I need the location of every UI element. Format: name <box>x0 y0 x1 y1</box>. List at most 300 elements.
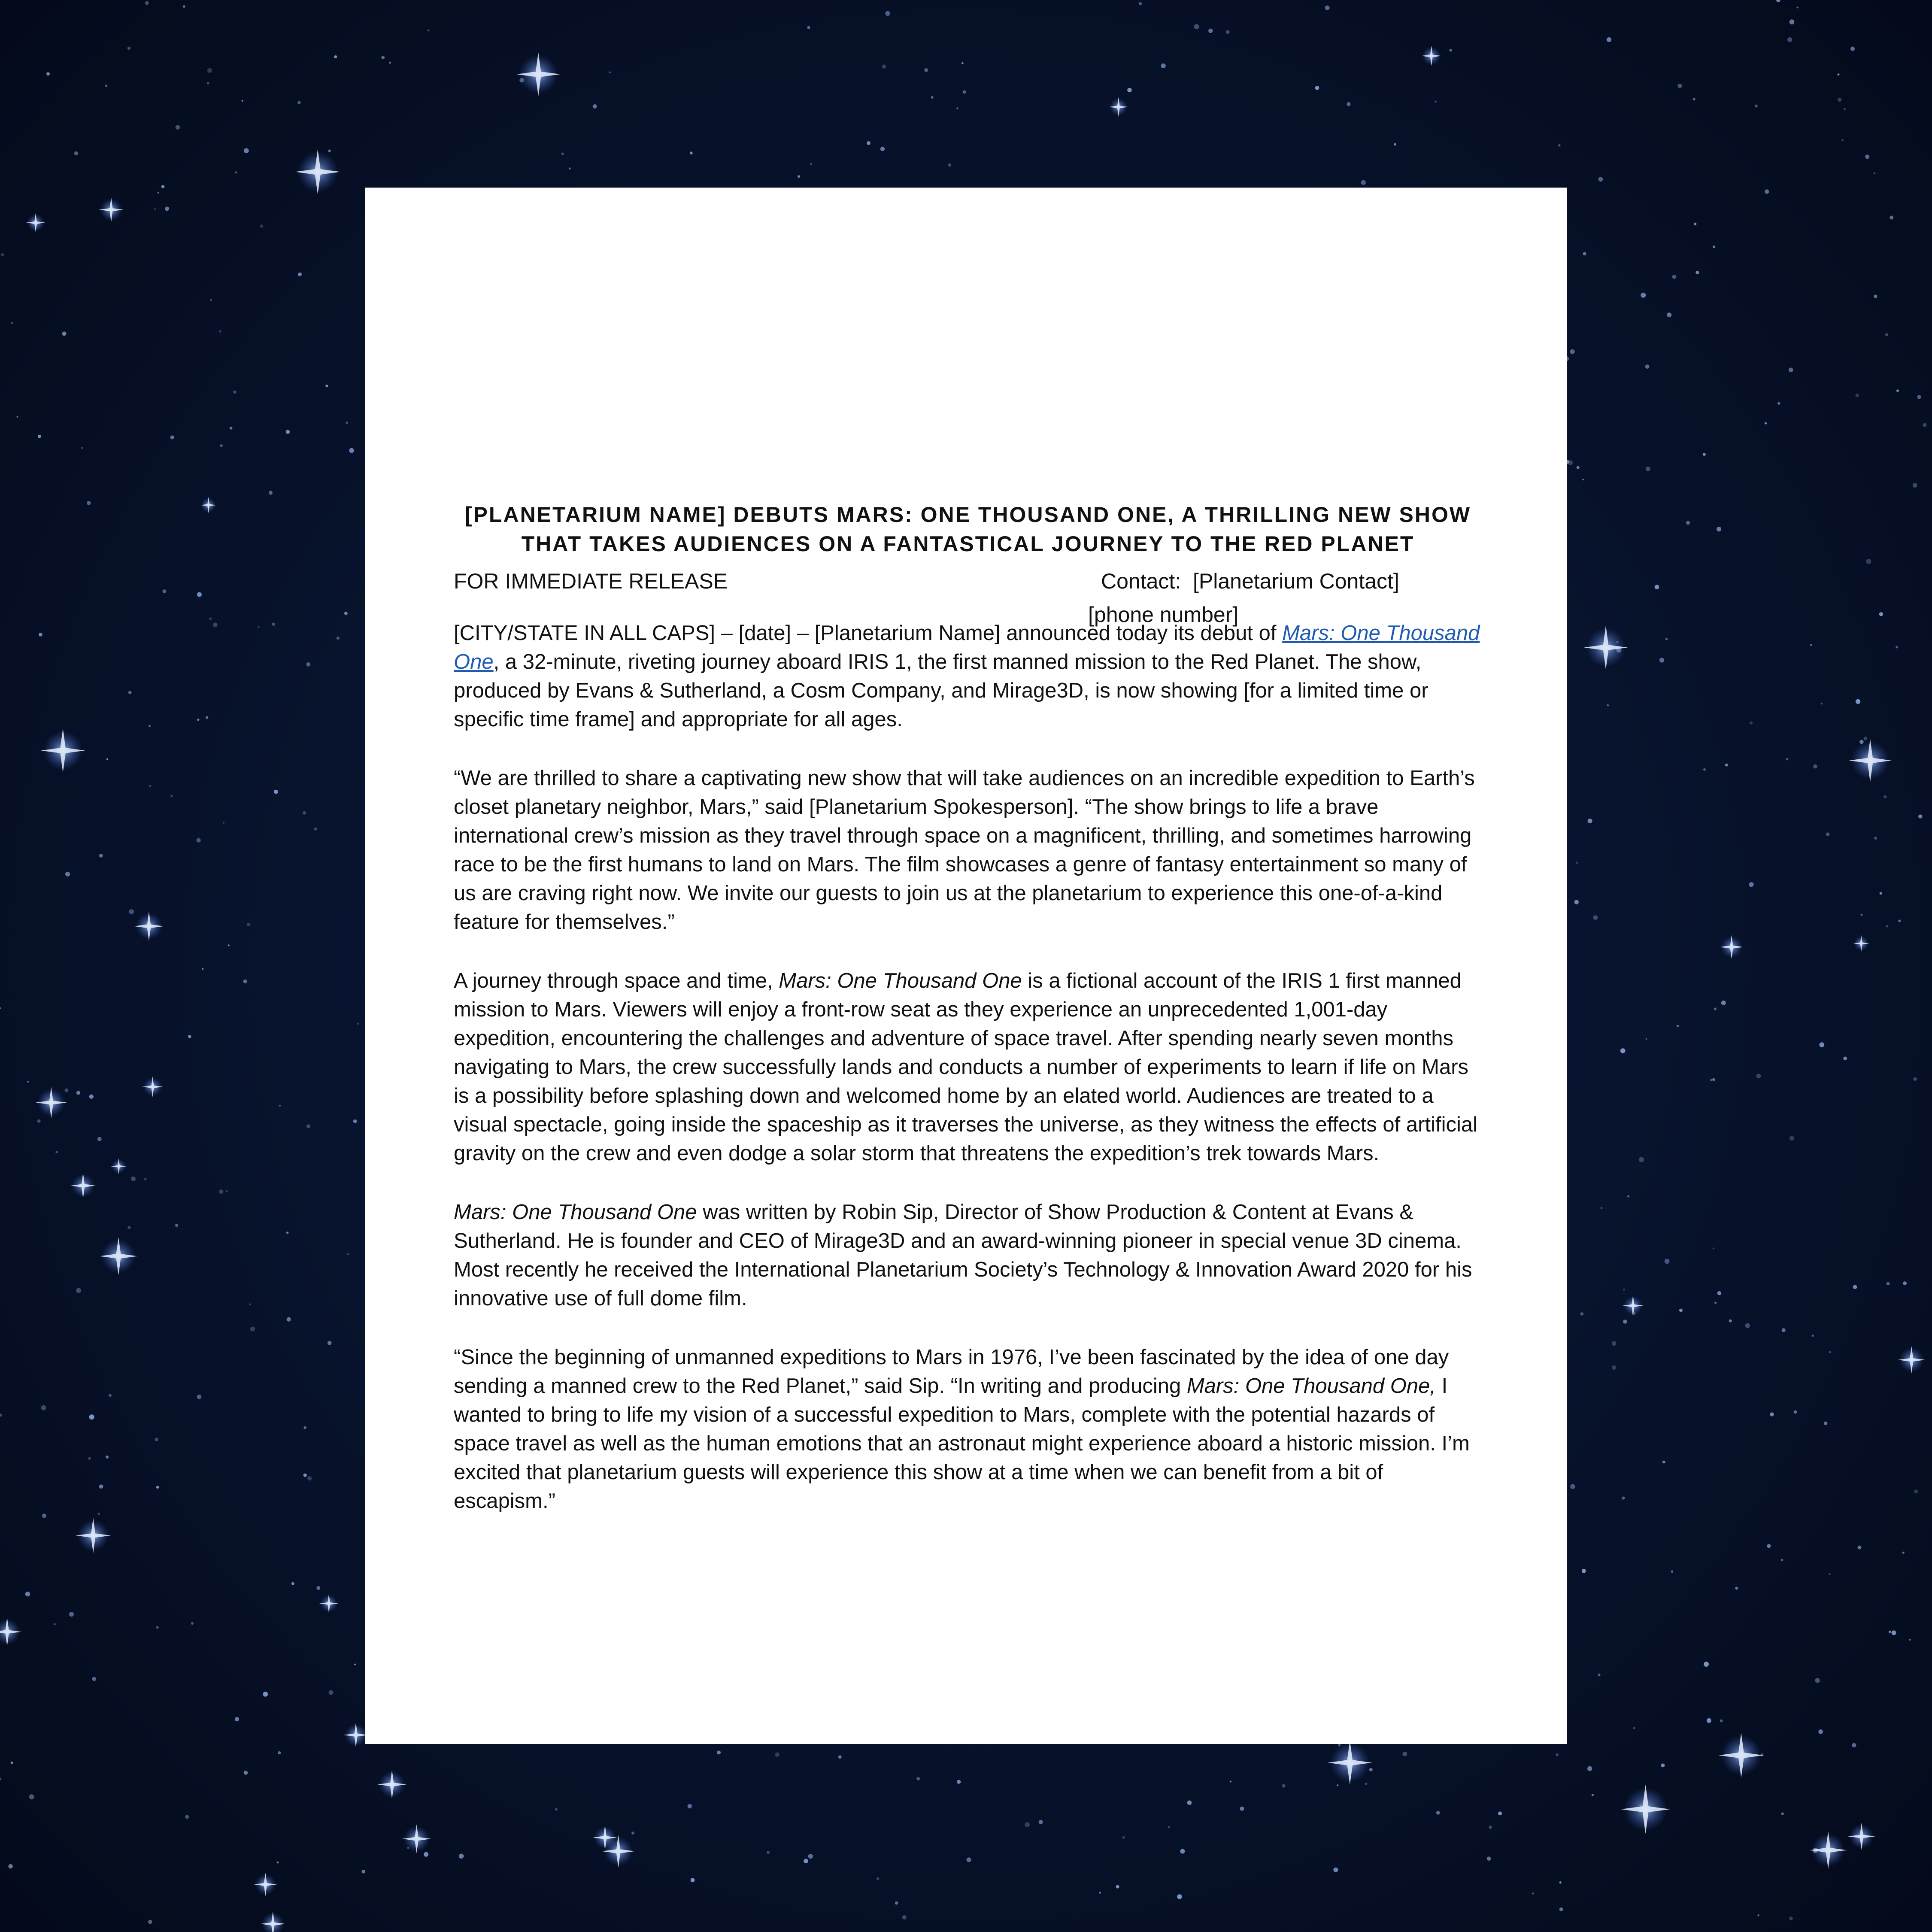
star-dot <box>328 1341 332 1345</box>
sparkle-star <box>1621 1785 1670 1834</box>
star-dot <box>306 1124 310 1128</box>
contact-line <box>1101 564 1399 598</box>
star-dot <box>191 1622 194 1625</box>
star-dot <box>175 1224 178 1227</box>
star-dot <box>156 1486 159 1489</box>
sparkle-star <box>319 1594 339 1613</box>
sparkle-star <box>134 911 164 941</box>
description-rest: is a fictional account of the IRIS 1 first manned mission to Mars. Viewers will enjoy a front-row seat as they experience an unprecedented 1,001-day expedition, encountering the challenges and adventure of space travel. After spending nearly seven months navigating to Mars, the crew successfully lands and conducts a number of experiments to learn if life on Mars is a possibility before splashing down and welcomed home by an elated world. Audiences are treated to a visual spectacle, going inside the spaceship as it traverses the universe, as they witness the effects of artificial gravity on the crew and even dodge a solar storm that threatens the expedition’s trek towards Mars. <box>454 969 1477 1165</box>
star-dot <box>1896 646 1898 648</box>
star-dot <box>1672 275 1677 279</box>
star-dot <box>1714 1302 1717 1304</box>
star-dot <box>1598 1674 1600 1676</box>
star-dot <box>967 1857 971 1862</box>
star-dot <box>1856 699 1860 704</box>
star-dot <box>303 811 306 815</box>
star-dot <box>808 1854 813 1859</box>
star-dot <box>148 1920 152 1924</box>
star-dot <box>1725 764 1728 767</box>
star-dot <box>1896 389 1899 392</box>
star-dot <box>76 1091 80 1095</box>
star-dot <box>106 758 108 760</box>
star-dot <box>42 1513 46 1518</box>
star-dot <box>1813 764 1817 769</box>
announcement-intro: [CITY/STATE IN ALL CAPS] – [date] – [Planetarium Name] announced today its debut of <box>454 622 1283 645</box>
star-dot <box>389 61 391 64</box>
star-dot <box>1325 6 1330 10</box>
sparkle-star <box>111 1158 127 1174</box>
star-dot <box>775 1753 779 1757</box>
star-dot <box>1337 1784 1338 1786</box>
star-dot <box>1402 1752 1407 1756</box>
star-dot <box>1577 466 1580 469</box>
star-dot <box>1667 312 1671 317</box>
star-dot <box>931 96 934 99</box>
star-dot <box>156 1626 158 1629</box>
star-dot <box>279 1105 281 1107</box>
sparkle-star <box>1849 739 1892 782</box>
star-dot <box>1861 914 1863 916</box>
star-dot <box>1333 1868 1338 1872</box>
star-dot <box>1230 1780 1231 1782</box>
star-dot <box>1710 1079 1712 1081</box>
star-dot <box>357 1023 359 1025</box>
star-dot <box>183 5 185 8</box>
star-dot <box>325 385 328 387</box>
star-dot <box>0 1777 1 1780</box>
star-dot <box>55 1151 58 1153</box>
sparkle-star <box>1109 97 1128 117</box>
star-dot <box>1558 144 1561 147</box>
sparkle-star <box>1623 1295 1644 1316</box>
paragraph-author-quote <box>454 1343 1489 1516</box>
contact-label: Contact: <box>1101 569 1181 593</box>
star-dot <box>202 968 203 970</box>
star-dot <box>25 1592 30 1596</box>
sparkle-star <box>1848 1823 1875 1850</box>
star-dot <box>287 1317 291 1322</box>
star-dot <box>69 1612 74 1617</box>
star-dot <box>89 1414 94 1419</box>
star-dot <box>1714 1007 1717 1010</box>
star-dot <box>1582 479 1584 480</box>
star-dot <box>804 1859 808 1863</box>
star-dot <box>176 125 180 130</box>
star-dot <box>1556 1753 1559 1756</box>
star-dot <box>1755 105 1758 108</box>
star-dot <box>235 171 237 173</box>
headline <box>454 500 1482 558</box>
star-dot <box>609 71 611 73</box>
star-dot <box>1583 252 1586 255</box>
star-dot <box>424 1852 428 1857</box>
star-dot <box>46 72 50 76</box>
star-dot <box>97 1513 100 1515</box>
star-dot <box>207 68 212 73</box>
sparkle-star <box>70 1173 96 1198</box>
star-dot <box>916 1777 920 1780</box>
star-dot <box>1661 1763 1665 1767</box>
star-dot <box>1168 1826 1171 1829</box>
star-dot <box>154 208 156 210</box>
star-dot <box>1890 215 1893 219</box>
star-dot <box>1879 612 1883 616</box>
sparkle-star <box>1720 935 1744 959</box>
star-dot <box>37 1119 41 1123</box>
star-dot <box>329 1690 334 1695</box>
star-dot <box>16 416 18 418</box>
star-dot <box>1607 37 1611 42</box>
star-dot <box>1498 1811 1502 1815</box>
star-dot <box>1707 1718 1711 1723</box>
star-dot <box>74 152 78 155</box>
star-dot <box>1127 88 1132 93</box>
star-dot <box>1887 1282 1890 1286</box>
star-dot <box>1818 1729 1823 1734</box>
star-dot <box>555 1808 558 1811</box>
star-dot <box>349 448 354 453</box>
sparkle-star <box>26 213 45 232</box>
star-dot <box>89 1095 94 1099</box>
star-dot <box>353 1119 357 1123</box>
star-dot <box>1892 1630 1896 1635</box>
star-dot <box>956 107 958 109</box>
release-label: FOR IMMEDIATE RELEASE <box>454 569 728 593</box>
star-dot <box>1782 1328 1786 1332</box>
sparkle-star <box>99 197 124 222</box>
star-dot <box>346 422 348 424</box>
star-dot <box>1576 861 1578 864</box>
star-dot <box>1864 737 1867 740</box>
star-dot <box>1694 223 1696 225</box>
star-dot <box>1177 1894 1182 1899</box>
star-dot <box>767 1851 770 1854</box>
star-dot <box>885 11 890 16</box>
star-dot <box>1435 101 1437 103</box>
star-dot <box>1187 1800 1192 1805</box>
star-dot <box>228 944 230 946</box>
sparkle-star <box>402 1824 431 1853</box>
star-dot <box>1756 1074 1761 1079</box>
star-dot <box>1874 294 1877 298</box>
star-dot <box>92 1677 97 1681</box>
star-dot <box>1315 86 1319 90</box>
star-dot <box>880 147 885 151</box>
star-dot <box>1612 1365 1616 1370</box>
star-dot <box>1843 1056 1847 1060</box>
sparkle-star <box>254 1873 277 1896</box>
star-dot <box>185 1815 189 1819</box>
star-dot <box>233 391 236 394</box>
star-dot <box>1789 19 1795 24</box>
star-dot <box>1824 1422 1827 1425</box>
star-dot <box>62 331 67 336</box>
star-dot <box>1717 1291 1721 1295</box>
star-dot <box>690 152 693 155</box>
star-dot <box>1598 177 1603 182</box>
star-dot <box>105 85 107 87</box>
star-dot <box>1787 37 1792 42</box>
star-dot <box>1587 1766 1592 1771</box>
star-dot <box>249 1304 252 1306</box>
star-dot <box>1886 925 1889 928</box>
star-dot <box>242 100 243 102</box>
star-dot <box>1703 453 1706 456</box>
star-dot <box>798 175 800 178</box>
star-dot <box>1765 422 1767 425</box>
star-dot <box>1662 1461 1665 1464</box>
star-dot <box>1821 703 1823 704</box>
press-release-page <box>365 188 1567 1744</box>
star-dot <box>347 1253 349 1255</box>
star-dot <box>1574 900 1579 904</box>
star-dot <box>895 1902 898 1905</box>
star-dot <box>1122 1836 1125 1839</box>
star-dot <box>244 1771 248 1774</box>
star-dot <box>197 719 200 721</box>
star-dot <box>328 149 331 152</box>
star-dot <box>1180 1849 1185 1854</box>
star-dot <box>1765 189 1769 194</box>
star-dot <box>260 224 263 227</box>
star-dot <box>1712 1078 1715 1081</box>
star-dot <box>1865 155 1869 159</box>
star-dot <box>97 1137 102 1141</box>
star-dot <box>258 626 259 628</box>
sparkle-star <box>36 1087 67 1118</box>
star-dot <box>882 64 886 68</box>
show-title-link[interactable]: Mars: One Thousand One <box>454 622 1480 673</box>
star-dot <box>286 1231 288 1234</box>
star-dot <box>250 1327 255 1331</box>
star-dot <box>1713 1247 1714 1249</box>
star-dot <box>0 1413 2 1416</box>
description-show-title: Mars: One Thousand One <box>779 969 1022 992</box>
star-dot <box>306 662 311 667</box>
star-dot <box>1580 1312 1584 1316</box>
star-dot <box>337 637 340 640</box>
star-dot <box>230 427 233 430</box>
star-dot <box>235 1717 239 1721</box>
paragraph-spokesperson-quote: “We are thrilled to share a captivating new show that will take audiences on an incredible expedition to Earth’s closet planetary neighbor, Mars,” said [Planetarium Spokesperson]. “The show brings to life a brave international crew’s mission as they travel through space on a magnificent, thrilling, and sometimes harrowing race to be the first humans to land on Mars. The film showcases a genre of fantasy entertainment so many of us are craving right now. We invite our guests to join us at the planetarium to experience this one-of-a-kind feature for themselves.” <box>454 767 1475 934</box>
star-dot <box>428 30 430 32</box>
paragraph-author-bio <box>454 1198 1489 1313</box>
sparkle-star <box>1853 935 1869 952</box>
star-dot <box>307 1476 312 1480</box>
star-dot <box>54 1623 56 1625</box>
sparkle-star <box>1421 45 1442 66</box>
star-dot <box>1909 1639 1911 1641</box>
star-dot <box>631 1832 634 1835</box>
star-dot <box>1874 173 1875 174</box>
sparkle-star <box>142 1077 163 1098</box>
star-dot <box>561 152 564 155</box>
star-dot <box>961 62 964 64</box>
star-dot <box>1679 1309 1683 1312</box>
star-dot <box>691 1878 695 1882</box>
star-dot <box>11 1762 13 1764</box>
star-dot <box>1826 832 1830 836</box>
star-dot <box>1116 1885 1119 1889</box>
author-quote-rest: I wanted to bring to life my vision of a successful expedition to Mars, complete with the potential hazards of space travel as well as the human emotions that an astronaut might experience aboard a historic mission. I’m excited that planetarium guests will experience this show at a time when we can benefit from a bit of escapism.” <box>454 1374 1470 1513</box>
star-dot <box>161 185 164 188</box>
paragraph-announcement <box>454 619 1489 734</box>
star-dot <box>1898 919 1901 922</box>
star-dot <box>1713 246 1715 248</box>
star-dot <box>213 622 218 627</box>
star-dot <box>1226 30 1229 33</box>
sparkle-star <box>76 1518 111 1553</box>
star-dot <box>278 1751 281 1754</box>
star-dot <box>131 1177 136 1181</box>
star-dot <box>1776 0 1780 2</box>
star-dot <box>81 447 84 449</box>
star-dot <box>88 1457 91 1460</box>
star-dot <box>1815 1678 1820 1683</box>
star-dot <box>277 1862 279 1864</box>
star-dot <box>1704 1662 1709 1667</box>
star-dot <box>1570 1484 1575 1489</box>
star-dot <box>1794 1410 1797 1414</box>
star-dot <box>1639 1157 1644 1162</box>
sparkle-star <box>41 728 85 773</box>
star-dot <box>1240 1807 1244 1811</box>
star-dot <box>1646 1038 1647 1040</box>
star-dot <box>1394 143 1396 146</box>
star-dot <box>362 1870 366 1874</box>
star-dot <box>1194 24 1199 29</box>
sparkle-star <box>1584 625 1628 669</box>
star-dot <box>1923 423 1926 427</box>
star-dot <box>207 82 209 85</box>
star-dot <box>269 491 273 494</box>
star-dot <box>1677 84 1682 88</box>
star-dot <box>569 167 571 170</box>
bio-show-title: Mars: One Thousand One <box>454 1201 697 1224</box>
star-dot <box>263 1692 268 1697</box>
star-dot <box>1786 758 1789 761</box>
star-dot <box>1745 1323 1750 1328</box>
star-dot <box>1695 271 1699 274</box>
press-release-body <box>454 619 1489 1546</box>
star-dot <box>1365 1783 1368 1785</box>
star-dot <box>1812 1335 1814 1337</box>
star-dot <box>1852 1743 1856 1747</box>
star-dot <box>957 1780 961 1784</box>
star-dot <box>1665 1259 1670 1264</box>
star-dot <box>334 55 337 58</box>
star-dot <box>1099 1892 1101 1894</box>
sparkle-star <box>0 1617 21 1646</box>
bio-rest: was written by Robin Sip, Director of Show Production & Content at Evans & Sutherland. He is founder and CEO of Mirage3D and an award-winning pioneer in special venue 3D cinema. Most recently he received the International Planetarium Society’s Technology & Innovation Award 2020 for his innovative use of full dome film. <box>454 1201 1472 1310</box>
star-dot <box>344 612 348 615</box>
star-dot <box>206 716 208 719</box>
star-dot <box>1850 47 1855 51</box>
star-dot <box>1025 1822 1030 1827</box>
star-dot <box>1532 1893 1534 1895</box>
star-dot <box>1593 915 1598 920</box>
star-dot <box>1436 1811 1440 1815</box>
paragraph-show-description <box>454 967 1489 1168</box>
author-quote-show-title: Mars: One Thousand One, <box>1186 1374 1436 1398</box>
star-dot <box>1559 1881 1562 1883</box>
star-dot <box>127 47 130 50</box>
star-dot <box>1902 1552 1905 1554</box>
star-dot <box>316 1586 320 1590</box>
star-dot <box>157 192 159 194</box>
star-dot <box>219 1189 223 1194</box>
star-dot <box>1914 1489 1918 1493</box>
star-dot <box>291 1582 294 1585</box>
star-dot <box>1729 1319 1732 1322</box>
star-dot <box>1659 658 1664 662</box>
star-dot <box>298 273 302 276</box>
star-dot <box>1913 1077 1917 1081</box>
star-dot <box>717 1750 721 1754</box>
star-dot <box>1559 1908 1563 1911</box>
star-dot <box>902 1915 907 1920</box>
star-dot <box>1646 467 1650 471</box>
star-dot <box>76 1288 81 1293</box>
star-dot <box>1767 1544 1771 1548</box>
star-dot <box>1917 395 1921 399</box>
star-dot <box>38 435 41 438</box>
star-dot <box>1856 394 1859 397</box>
star-dot <box>1758 1914 1759 1916</box>
sparkle-star <box>1328 1741 1372 1785</box>
star-dot <box>8 1864 12 1868</box>
star-dot <box>210 299 212 301</box>
star-dot <box>11 322 13 324</box>
star-dot <box>1161 64 1166 68</box>
star-dot <box>1039 1820 1043 1824</box>
star-dot <box>354 1664 356 1665</box>
star-dot <box>1777 402 1780 405</box>
star-dot <box>188 1035 191 1038</box>
star-dot <box>1781 1559 1783 1561</box>
star-dot <box>1208 29 1213 33</box>
sparkle-star <box>1810 1832 1847 1869</box>
star-dot <box>170 435 174 439</box>
star-dot <box>1612 1341 1617 1346</box>
star-dot <box>807 26 810 29</box>
star-dot <box>243 980 247 983</box>
star-dot <box>297 101 301 104</box>
star-dot <box>99 854 103 858</box>
star-dot <box>1622 1497 1625 1500</box>
author-quote-intro: “Since the beginning of unmanned expeditions to Mars in 1976, I’ve been fascinated by the idea of one day sending a manned crew to the Red Planet,” said Sip. “In writing and producing <box>454 1346 1449 1398</box>
star-dot <box>924 68 928 72</box>
star-dot <box>1797 6 1799 8</box>
star-dot <box>1838 73 1840 76</box>
star-dot <box>286 430 290 434</box>
star-dot <box>1885 333 1888 336</box>
star-dot <box>29 1794 34 1799</box>
star-dot <box>149 785 151 787</box>
star-dot <box>1645 364 1650 369</box>
star-dot <box>1749 882 1754 887</box>
star-dot <box>1623 1289 1625 1290</box>
star-dot <box>1750 722 1753 725</box>
star-dot <box>128 691 132 695</box>
phone-number: [phone number] <box>1088 603 1239 627</box>
star-dot <box>1880 892 1882 895</box>
star-dot <box>1671 1570 1674 1573</box>
star-dot <box>127 1226 130 1229</box>
star-dot <box>1347 102 1350 106</box>
star-dot <box>314 828 317 831</box>
star-dot <box>1361 180 1366 185</box>
